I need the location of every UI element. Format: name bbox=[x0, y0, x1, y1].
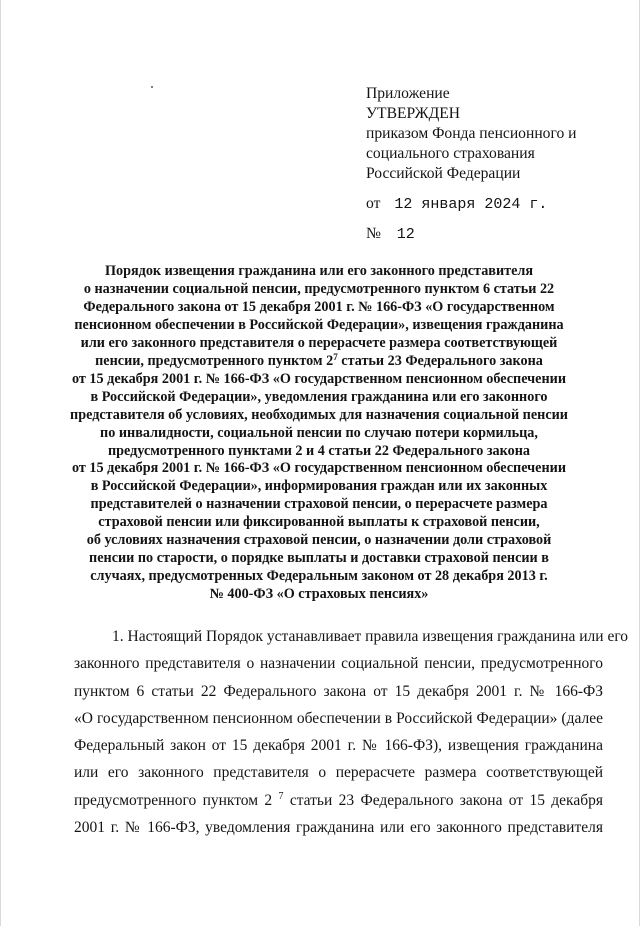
title-line: в Российской Федерации», информирования граждан или их законных bbox=[90, 478, 548, 495]
title-line: об условиях назначения страховой пенсии, о назначении доли страховой bbox=[86, 532, 552, 549]
scan-speck bbox=[151, 86, 153, 88]
approval-approved-label: УТВЕРЖДЕН bbox=[366, 105, 461, 122]
title-line: от 15 декабря 2001 г. № 166-ФЗ «О государственном пенсионном обеспечении bbox=[71, 370, 567, 387]
date-value: 12 января 2024 г. bbox=[394, 196, 548, 213]
title-line: пенсии, предусмотренного пунктом $2^7$ статьи 23 Федерального закона bbox=[95, 351, 543, 369]
date-prefix: от bbox=[366, 195, 381, 212]
number-prefix: № bbox=[366, 225, 381, 242]
approval-block bbox=[366, 84, 626, 245]
document-title bbox=[53, 263, 585, 604]
paragraph-1 bbox=[74, 623, 629, 841]
approval-appendix-label: Приложение bbox=[366, 85, 450, 102]
title-line: от 15 декабря 2001 г. № 166-ФЗ «О государственном пенсионном обеспечении bbox=[71, 460, 567, 477]
superscript: 7 bbox=[333, 351, 338, 362]
title-line: в Российской Федерации», уведомления гражданина или его законного bbox=[90, 388, 548, 405]
title-line: пенсии по старости, о порядке выплаты и доставки страховой пенсии в bbox=[89, 550, 549, 567]
title-line: о назначении социальной пенсии, предусмотренного пунктом 6 статьи 22 bbox=[83, 280, 555, 297]
paragraph-line: пунктом 6 статьи 22 Федерального закона от 15 декабря 2001 г. № 166-ФЗ bbox=[74, 682, 603, 700]
paragraph-line: законного представителя о назначении социальной пенсии, предусмотренного bbox=[74, 655, 603, 673]
approval-order-line: приказом Фонда пенсионного и bbox=[366, 125, 577, 142]
title-line: № 400-ФЗ «О страховых пенсиях» bbox=[209, 586, 429, 603]
title-line: или его законного представителя о перерасчете размера соответствующей bbox=[80, 334, 558, 351]
title-line: представителя об условиях, необходимых для назначения социальной пенсии bbox=[70, 406, 568, 423]
approval-number bbox=[366, 223, 626, 245]
paragraph-line: или его законного представителя о перерасчете размера соответствующей bbox=[74, 764, 603, 782]
number-value: 12 bbox=[396, 226, 415, 243]
title-line: предусмотренного пунктами 2 и 4 статьи 22 Федерального закона bbox=[107, 442, 530, 459]
title-line: пенсионном обеспечении в Российской Федерации», извещения гражданина bbox=[74, 316, 564, 333]
title-line: представителей о назначении страховой пенсии, о перерасчете размера bbox=[90, 496, 548, 513]
paragraph-line: «О государственном пенсионном обеспечении в Российской Федерации» (далее bbox=[74, 709, 603, 727]
approval-date bbox=[366, 193, 626, 215]
approval-fund-line: социального страхования bbox=[366, 145, 535, 162]
title-line: Федерального закона от 15 декабря 2001 г. № 166-ФЗ «О государственном bbox=[83, 298, 555, 315]
title-line: случаях, предусмотренных Федеральным законом от 28 декабря 2013 г. bbox=[90, 568, 548, 585]
title-line: Порядок извещения гражданина или его законного представителя bbox=[104, 263, 534, 279]
paragraph-line: 1. Настоящий Порядок устанавливает правила извещения гражданина или его bbox=[112, 628, 629, 645]
superscript: 7 bbox=[278, 790, 284, 802]
paragraph-line: Федеральный закон от 15 декабря 2001 г. № 166-ФЗ), извещения гражданина bbox=[74, 737, 603, 755]
paragraph-line: 2001 г. № 166-ФЗ, уведомления гражданина или его законного представителя bbox=[74, 819, 603, 837]
paragraph-line: предусмотренного пунктом 2 $^7$ статьи 23 Федерального закона от 15 декабря bbox=[74, 790, 603, 809]
title-line: по инвалидности, социальной пенсии по случаю потери кормильца, bbox=[100, 424, 538, 441]
approval-country-line: Российской Федерации bbox=[366, 165, 521, 182]
title-line: страховой пенсии или фиксированной выплаты к страховой пенсии, bbox=[98, 514, 540, 531]
